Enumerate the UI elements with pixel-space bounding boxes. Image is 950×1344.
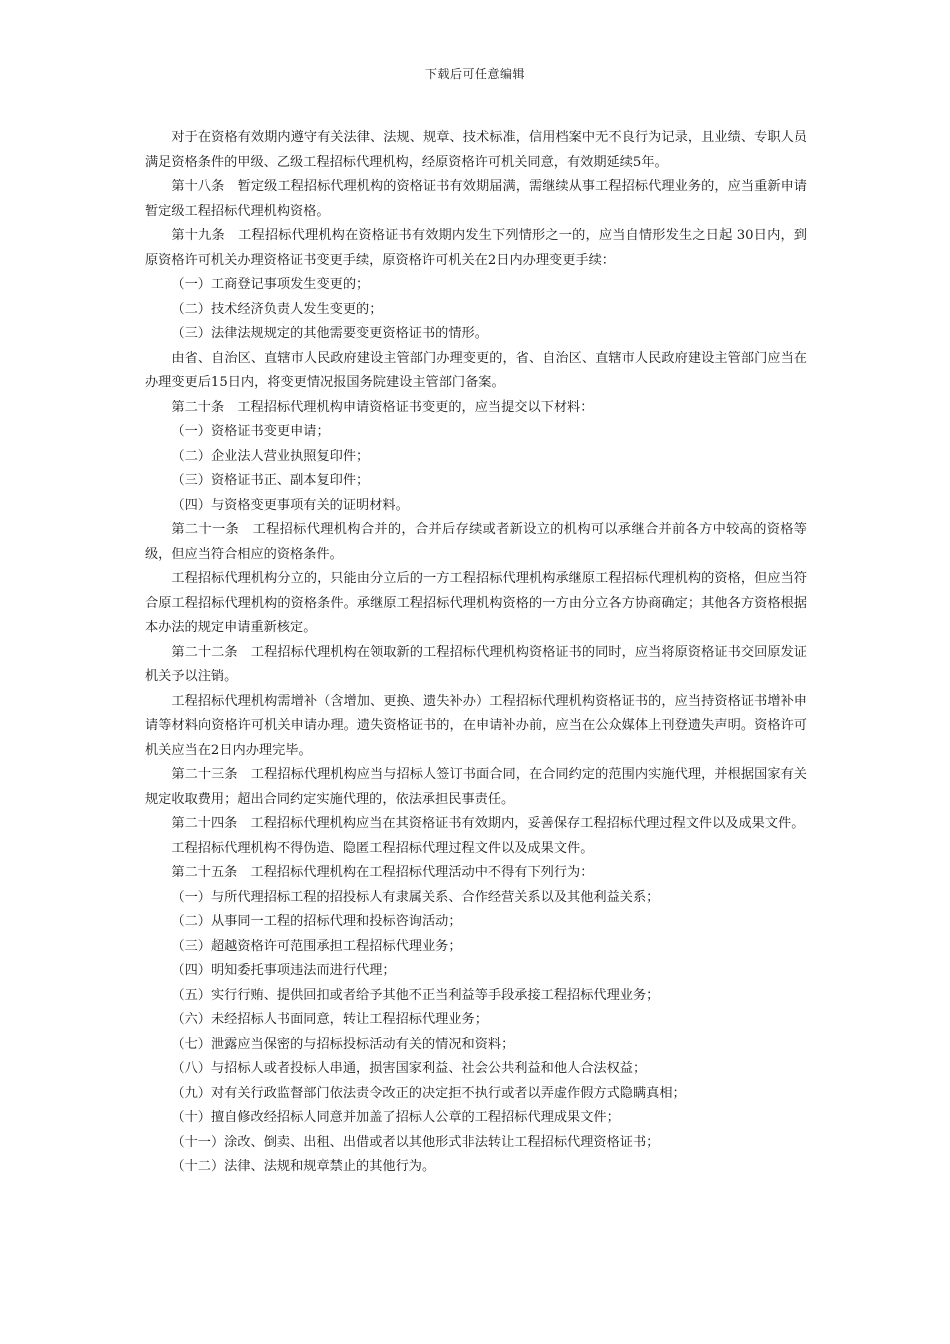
list-item: （三）法律法规规定的其他需要变更资格证书的情形。 xyxy=(171,326,488,341)
page-header: 下载后可任意编辑 xyxy=(424,67,525,81)
paragraph: 第二十三条 工程招标代理机构应当与招标人签订书面合同，在合同约定的范围内实施代理，并根据国家有关规定收取费用；超出合同约定实施代理的，依法承担民事责任。 xyxy=(145,767,807,807)
list-item: （十）擅自修改经招标人同意并加盖了招标人公章的工程招标代理成果文件； xyxy=(171,1110,620,1125)
list-item: （一）工商登记事项发生变更的； xyxy=(171,277,370,292)
list-item: （一）与所代理招标工程的招投标人有隶属关系、合作经营关系以及其他利益关系； xyxy=(171,889,660,905)
list-item: （四）与资格变更事项有关的证明材料。 xyxy=(171,497,409,513)
paragraph: 第二十条 工程招标代理机构申请资格证书变更的，应当提交以下材料： xyxy=(171,399,594,415)
list-item: （二）技术经济负责人发生变更的； xyxy=(171,301,383,317)
list-item: （二）企业法人营业执照复印件； xyxy=(171,448,370,464)
paragraph: 工程招标代理机构需增补（含增加、更换、遗失补办）工程招标代理机构资格证书的，应当持资格证书增补申请等材料向资格许可机关申请办理。遗失资格证书的，在申请补办前，应当在公众媒体上刊登遗失声明。资格许可机关应当在2日内办理完毕。 xyxy=(145,693,807,758)
paragraph: 第二十一条 工程招标代理机构合并的，合并后存续或者新设立的机构可以承继合并前各方中较高的资格等级，但应当符合相应的资格条件。 xyxy=(145,522,807,562)
list-item: （一）资格证书变更申请； xyxy=(171,424,330,439)
list-item: （八）与招标人或者投标人串通，损害国家利益、社会公共利益和他人合法权益； xyxy=(171,1061,647,1076)
list-item: （十二）法律、法规和规章禁止的其他行为。 xyxy=(171,1159,436,1174)
list-item: （十一）涂改、倒卖、出租、出借或者以其他形式非法转让工程招标代理资格证书； xyxy=(171,1134,660,1150)
list-item: （四）明知委托事项违法而进行代理； xyxy=(171,963,396,978)
list-item: （二）从事同一工程的招标代理和投标咨询活动； xyxy=(171,914,462,929)
list-item: （六）未经招标人书面同意，转让工程招标代理业务； xyxy=(171,1012,488,1027)
list-item: （七）泄露应当保密的与招标投标活动有关的情况和资料； xyxy=(171,1036,515,1052)
document-body xyxy=(145,126,807,1180)
paragraph: 第十八条 暂定级工程招标代理机构的资格证书有效期届满，需继续从事工程招标代理业务的，应当重新申请暂定级工程招标代理机构资格。 xyxy=(145,179,807,219)
paragraph: 工程招标代理机构不得伪造、隐匿工程招标代理过程文件以及成果文件。 xyxy=(171,840,594,856)
list-item: （九）对有关行政监督部门依法责令改正的决定拒不执行或者以弄虚作假方式隐瞒真相； xyxy=(171,1085,686,1101)
paragraph: 工程招标代理机构分立的，只能由分立后的一方工程招标代理机构承继原工程招标代理机构的资格，但应当符合原工程招标代理机构的资格条件。承继原工程招标代理机构资格的一方由分立各方协商确定；其他各方资格根据本办法的规定申请重新核定。 xyxy=(145,571,807,635)
paragraph: 由省、自治区、直辖市人民政府建设主管部门办理变更的，省、自治区、直辖市人民政府建设主管部门应当在办理变更后15日内，将变更情况报国务院建设主管部门备案。 xyxy=(145,350,807,390)
paragraph: 第十九条 工程招标代理机构在资格证书有效期内发生下列情形之一的，应当自情形发生之日起 30日内，到原资格许可机关办理资格证书变更手续，原资格许可机关在2日内办理变更手续： xyxy=(145,228,807,268)
list-item: （三）资格证书正、副本复印件； xyxy=(171,473,370,488)
paragraph: 对于在资格有效期内遵守有关法律、法规、规章、技术标准，信用档案中无不良行为记录，且业绩、专职人员满足资格条件的甲级、乙级工程招标代理机构，经原资格许可机关同意，有效期延续5年。 xyxy=(145,130,807,170)
paragraph: 第二十五条 工程招标代理机构在工程招标代理活动中不得有下列行为： xyxy=(171,865,594,880)
list-item: （三）超越资格许可范围承担工程招标代理业务； xyxy=(171,938,462,954)
paragraph: 第二十四条 工程招标代理机构应当在其资格证书有效期内，妥善保存工程招标代理过程文件以及成果文件。 xyxy=(171,816,805,831)
list-item: （五）实行行贿、提供回扣或者给予其他不正当利益等手段承接工程招标代理业务； xyxy=(171,987,660,1003)
paragraph: 第二十二条 工程招标代理机构在领取新的工程招标代理机构资格证书的同时，应当将原资格证书交回原发证机关予以注销。 xyxy=(145,644,807,684)
